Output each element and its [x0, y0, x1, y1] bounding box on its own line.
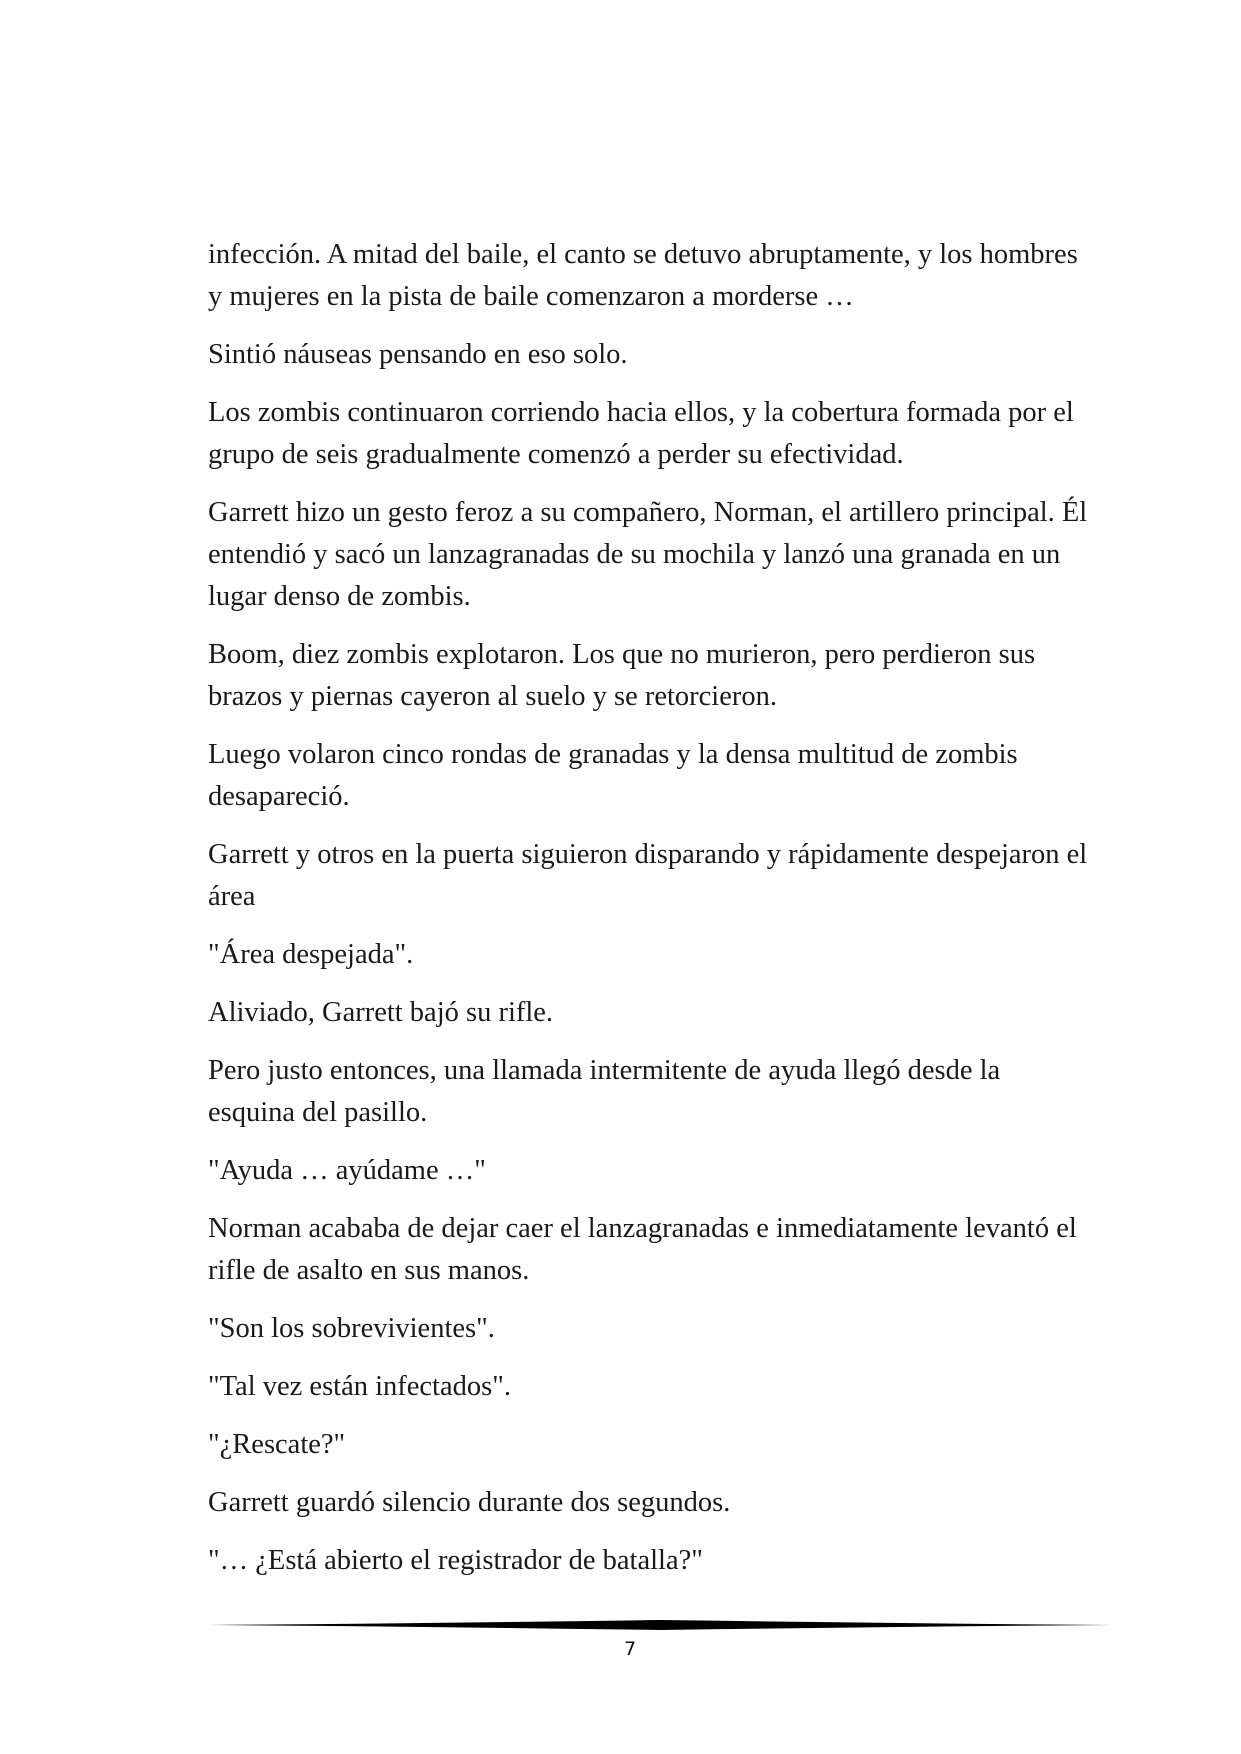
paragraph: Norman acababa de dejar caer el lanzagranadas e inmediatamente levantó el rifle de asalto en sus manos. — [208, 1213, 1077, 1286]
footer-divider — [208, 1618, 1112, 1632]
paragraph: "Ayuda … ayúdame …" — [208, 1155, 486, 1186]
page-number: 7 — [623, 1638, 637, 1660]
paragraph: Garrett hizo un gesto feroz a su compañero, Norman, el artillero principal. Él entendió y sacó un lanzagranadas de su mochila y lanzó una granada en un lugar denso de zombis. — [208, 497, 1088, 612]
paragraph: "Son los sobrevivientes". — [208, 1313, 495, 1344]
paragraph: "Área despejada". — [208, 939, 414, 970]
paragraph: Pero justo entonces, una llamada intermitente de ayuda llegó desde la esquina del pasillo. — [208, 1055, 1001, 1128]
paragraph: "¿Rescate?" — [208, 1429, 346, 1460]
paragraph: Garrett y otros en la puerta siguieron disparando y rápidamente despejaron el área — [208, 839, 1088, 912]
paragraph: infección. A mitad del baile, el canto se detuvo abruptamente, y los hombres y mujeres en la pista de baile comenzaron a morderse … — [208, 239, 1078, 312]
paragraph: Boom, diez zombis explotaron. Los que no murieron, pero perdieron sus brazos y piernas cayeron al suelo y se retorcieron. — [208, 639, 1036, 712]
paragraph: Los zombis continuaron corriendo hacia ellos, y la cobertura formada por el grupo de seis gradualmente comenzó a perder su efectividad. — [208, 397, 1074, 470]
paragraph: "Tal vez están infectados". — [208, 1371, 511, 1402]
paragraph: Sintió náuseas pensando en eso solo. — [208, 339, 628, 370]
paragraph: Aliviado, Garrett bajó su rifle. — [208, 997, 554, 1028]
paragraph: Garrett guardó silencio durante dos segundos. — [208, 1487, 731, 1518]
paragraph: "… ¿Está abierto el registrador de batalla?" — [208, 1545, 703, 1576]
body-text — [208, 234, 1088, 1598]
paragraph: Luego volaron cinco rondas de granadas y la densa multitud de zombis desapareció. — [208, 739, 1018, 812]
